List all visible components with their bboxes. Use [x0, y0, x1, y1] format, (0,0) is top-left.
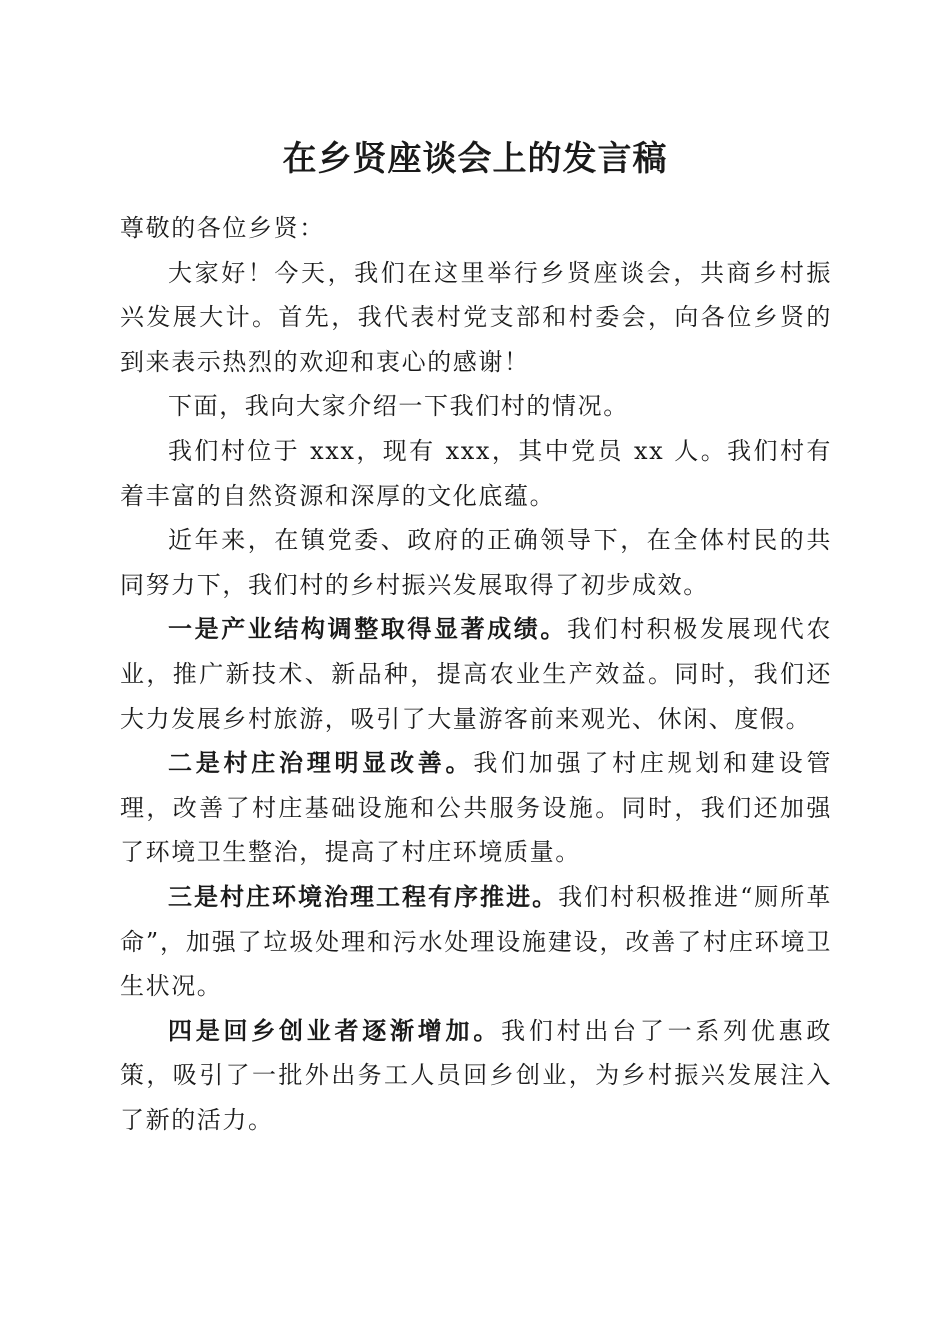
paragraph	[120, 1009, 832, 1143]
document-body	[120, 206, 832, 1142]
paragraph	[120, 741, 832, 875]
paragraph-lead: 四是回乡创业者逐渐增加。	[168, 1015, 502, 1045]
paragraph	[120, 429, 832, 518]
paragraph	[120, 875, 832, 1009]
salutation: 尊敬的各位乡贤：	[120, 214, 325, 242]
paragraph	[120, 518, 832, 607]
paragraph-text: 我们村积极推进“厕所革命”，加强了垃圾处理和污水处理设施建设，改善了村庄环境卫生状况。	[120, 882, 832, 1001]
paragraph	[120, 251, 832, 385]
paragraph-text: 我们村位于 xxx，现有 xxx，其中党员 xx 人。我们村有着丰富的自然资源和深厚的文化底蕴。	[120, 436, 832, 510]
paragraph-text: 大家好！今天，我们在这里举行乡贤座谈会，共商乡村振兴发展大计。首先，我代表村党支部和村委会，向各位乡贤的到来表示热烈的欢迎和衷心的感谢！	[120, 258, 832, 376]
paragraph-text: 我们村积极发展现代农业，推广新技术、新品种，提高农业生产效益。同时，我们还大力发展乡村旅游，吸引了大量游客前来观光、休闲、度假。	[120, 615, 832, 733]
paragraph	[120, 384, 832, 429]
paragraph-text: 下面，我向大家介绍一下我们村的情况。	[168, 392, 629, 421]
paragraph-lead: 二是村庄治理明显改善。	[168, 748, 474, 778]
paragraph-text: 我们村出台了一系列优惠政策，吸引了一批外出务工人员回乡创业，为乡村振兴发展注入了新的活力。	[120, 1016, 832, 1134]
paragraph-text: 近年来，在镇党委、政府的正确领导下，在全体村民的共同努力下，我们村的乡村振兴发展取得了初步成效。	[120, 526, 832, 599]
paragraph	[120, 607, 832, 741]
paragraph-lead: 一是产业结构调整取得显著成绩。	[168, 614, 567, 644]
paragraph-lead: 三是村庄环境治理工程有序推进。	[168, 881, 559, 911]
paragraph-text: 我们加强了村庄规划和建设管理，改善了村庄基础设施和公共服务设施。同时，我们还加强了环境卫生整治，提高了村庄环境质量。	[120, 749, 832, 867]
page-title: 在乡贤座谈会上的发言稿	[282, 139, 668, 179]
